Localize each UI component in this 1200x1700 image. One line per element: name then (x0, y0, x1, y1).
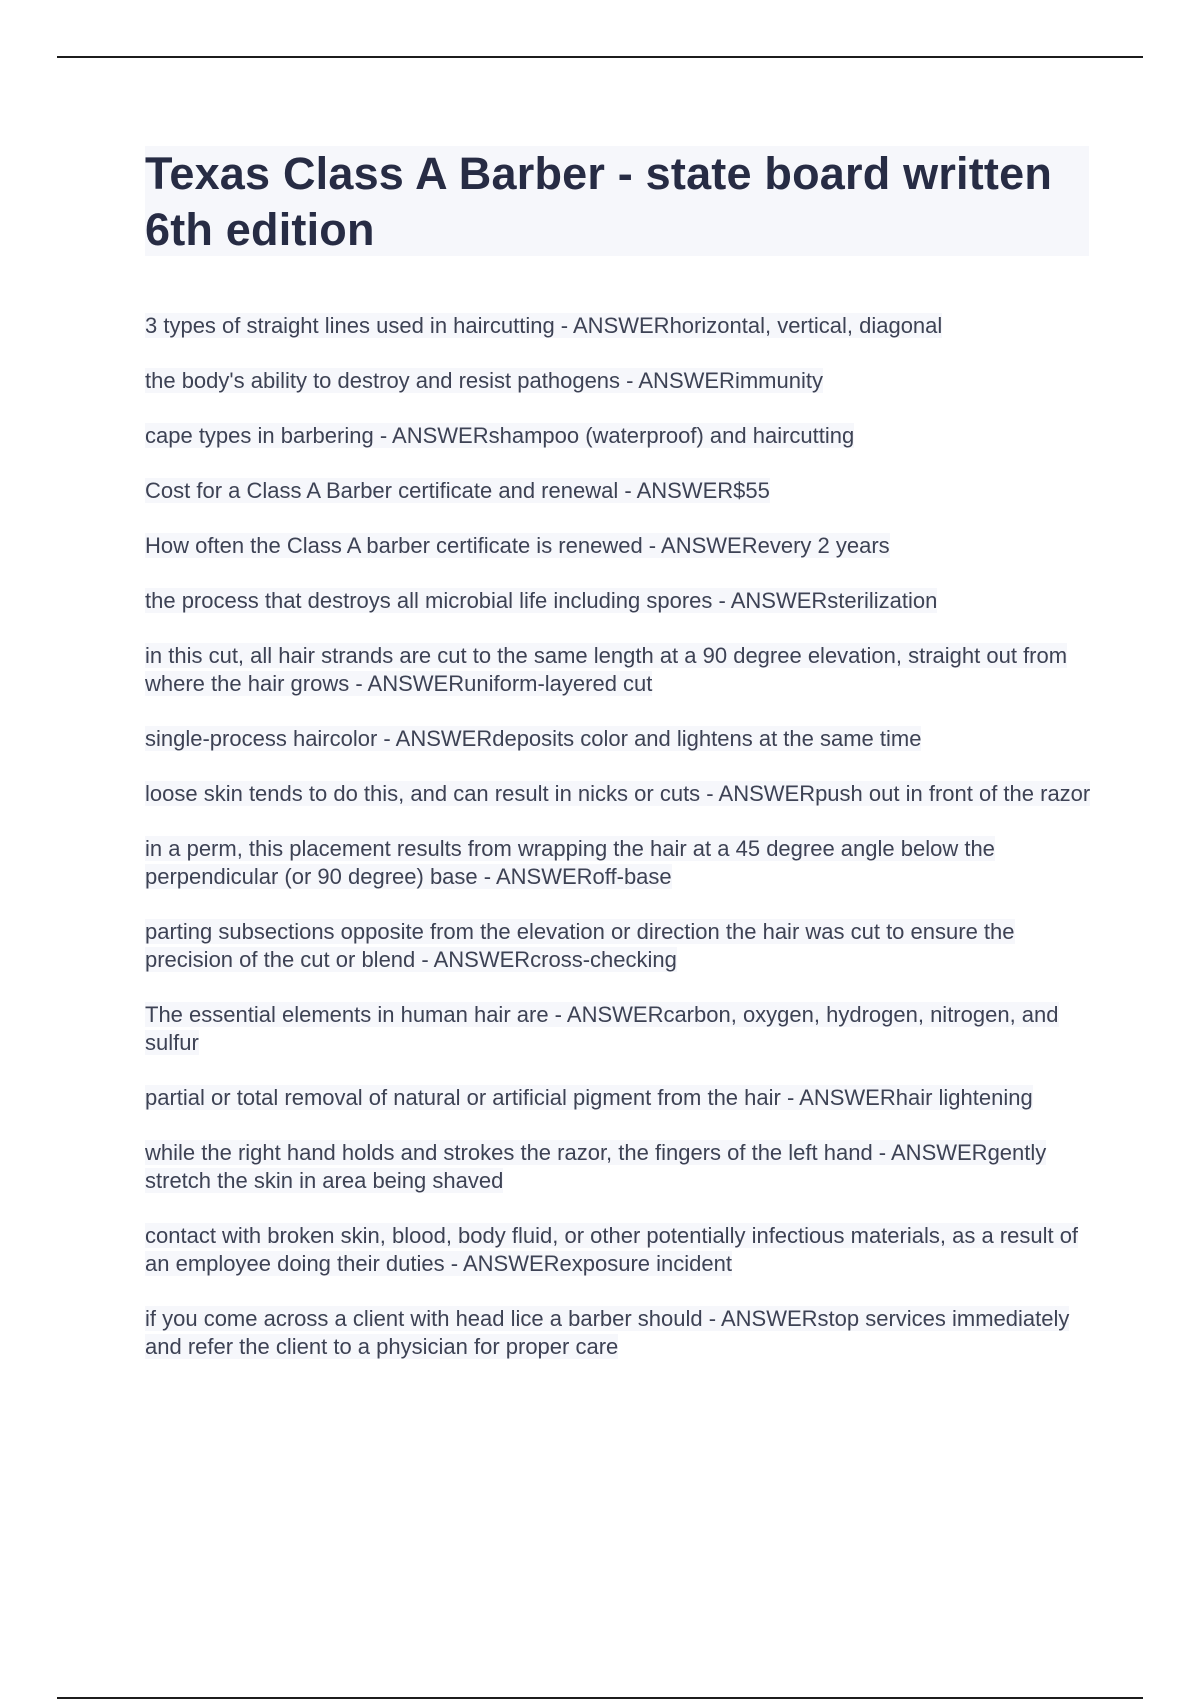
qa-item (145, 780, 1095, 808)
qa-text: partial or total removal of natural or artificial pigment from the hair - ANSWERhair lightening (145, 1085, 1033, 1110)
qa-text: single-process haircolor - ANSWERdeposits color and lightens at the same time (145, 726, 922, 751)
qa-item (145, 1305, 1095, 1361)
qa-text: How often the Class A barber certificate is renewed - ANSWERevery 2 years (145, 533, 890, 558)
qa-item (145, 725, 1095, 753)
qa-text: while the right hand holds and strokes the razor, the fingers of the left hand - ANSWERgently stretch the skin in area being shaved (145, 1140, 1047, 1193)
qa-item (145, 587, 1095, 615)
page-title: Texas Class A Barber - state board written 6th edition (145, 148, 1053, 255)
qa-text: the body's ability to destroy and resist pathogens - ANSWERimmunity (145, 368, 823, 393)
qa-item (145, 642, 1095, 698)
qa-item (145, 532, 1095, 560)
qa-text: in a perm, this placement results from wrapping the hair at a 45 degree angle below the perpendicular (or 90 degree) base - ANSWERoff-base (145, 836, 995, 889)
qa-text: loose skin tends to do this, and can result in nicks or cuts - ANSWERpush out in front of the razor (145, 781, 1091, 806)
qa-text: if you come across a client with head lice a barber should - ANSWERstop services immediately and refer the client to a physician for proper care (145, 1306, 1070, 1359)
qa-item (145, 367, 1095, 395)
top-divider (57, 56, 1143, 58)
qa-item (145, 1001, 1095, 1057)
qa-item (145, 1139, 1095, 1195)
qa-item (145, 312, 1095, 340)
qa-text: cape types in barbering - ANSWERshampoo (waterproof) and haircutting (145, 423, 855, 448)
qa-text: the process that destroys all microbial life including spores - ANSWERsterilization (145, 588, 938, 613)
qa-text: contact with broken skin, blood, body fluid, or other potentially infectious materials, as a result of an employee doing their duties - ANSWERexposure incident (145, 1223, 1079, 1276)
qa-item (145, 477, 1095, 505)
qa-text: Cost for a Class A Barber certificate and renewal - ANSWER$55 (145, 478, 770, 503)
qa-text: in this cut, all hair strands are cut to the same length at a 90 degree elevation, straight out from where the hair grows - ANSWERuniform-layered cut (145, 643, 1068, 696)
qa-list (145, 312, 1105, 1388)
qa-text: 3 types of straight lines used in haircutting - ANSWERhorizontal, vertical, diagonal (145, 313, 943, 338)
title-block (145, 146, 1089, 256)
qa-item (145, 1084, 1095, 1112)
qa-item (145, 422, 1095, 450)
qa-text: The essential elements in human hair are - ANSWERcarbon, oxygen, hydrogen, nitrogen, and sulfur (145, 1002, 1059, 1055)
bottom-divider (57, 1697, 1143, 1699)
qa-item (145, 835, 1095, 891)
qa-text: parting subsections opposite from the elevation or direction the hair was cut to ensure the precision of the cut or blend - ANSWERcross-checking (145, 919, 1015, 972)
qa-item (145, 918, 1095, 974)
qa-item (145, 1222, 1095, 1278)
